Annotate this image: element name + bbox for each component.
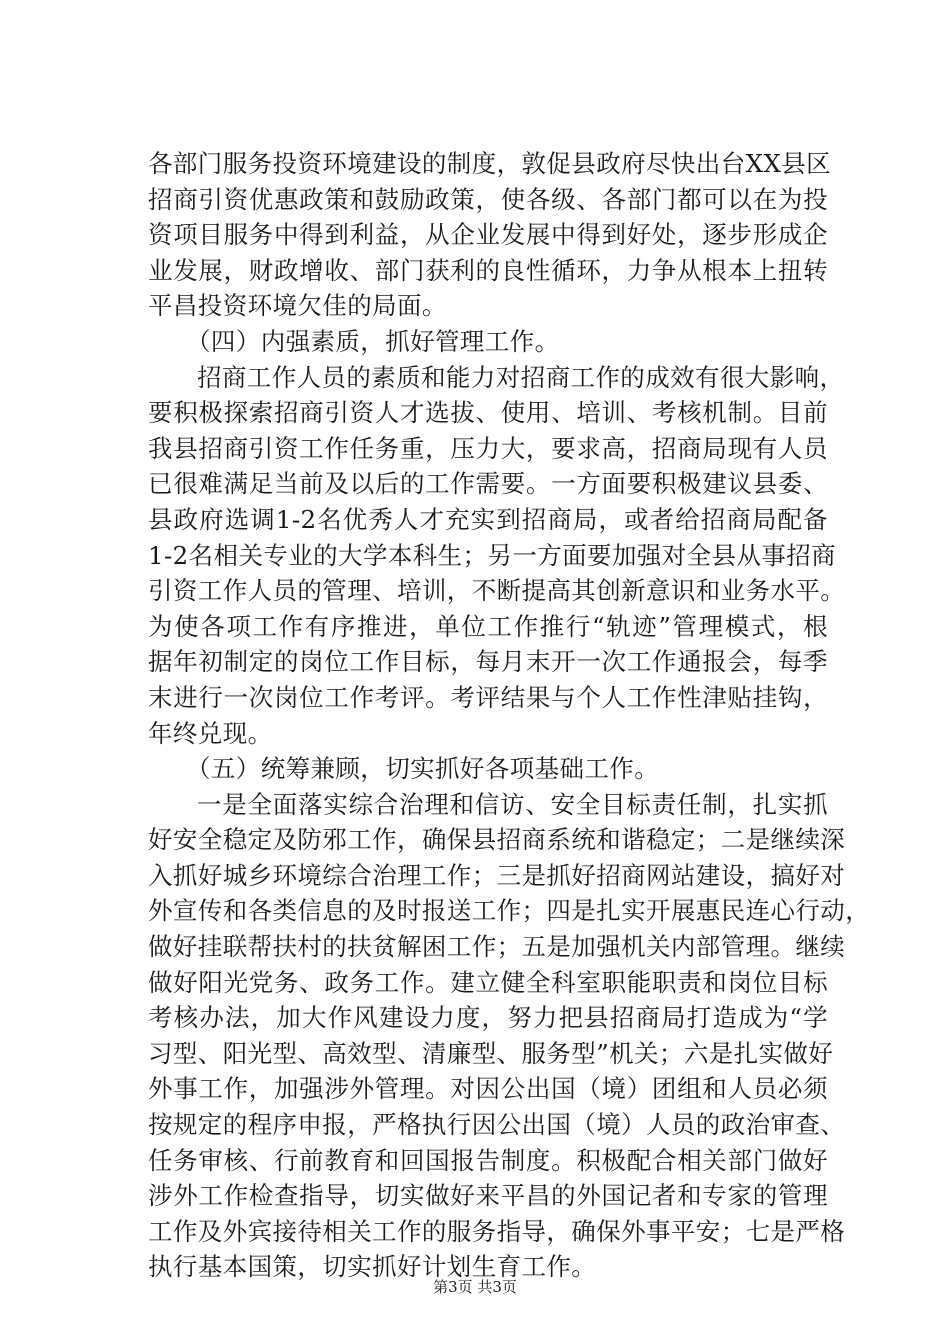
text-line: 考核办法，加大作风建设力度，努力把县招商局打造成为“学 <box>148 1003 828 1033</box>
text-line: 做好挂联帮扶村的扶贫解困工作；五是加强机关内部管理。继续 <box>148 932 846 962</box>
paragraph-3 <box>148 787 871 1285</box>
paragraph-2 <box>148 360 846 752</box>
text-line: 涉外工作检查指导，切实做好来平昌的外国记者和专家的管理 <box>148 1181 828 1211</box>
text-line: 外事工作，加强涉外管理。对因公出国（境）团组和人员必须 <box>148 1074 828 1104</box>
text-line: 业发展，财政增收、部门获利的良性循环，力争从根本上扭转 <box>148 255 828 285</box>
paragraph-1 <box>148 146 832 324</box>
section-heading-5: （五）统筹兼顾，切实抓好各项基础工作。 <box>186 754 660 784</box>
text-line: 末进行一次岗位工作考评。考评结果与个人工作性津贴挂钩， <box>148 682 828 712</box>
text-line: 按规定的程序申报，严格执行因公出国（境）人员的政治审查、 <box>148 1110 846 1140</box>
text-line: 1-2名相关专业的大学本科生；另一方面要加强对全县从事招商 <box>148 540 837 570</box>
text-line: 县政府选调1-2名优秀人才充实到招商局，或者给招商局配备 <box>148 504 828 534</box>
text-line: 外宣传和各类信息的及时报送工作；四是扎实开展惠民连心行动， <box>148 896 871 926</box>
text-line: 年终兑现。 <box>148 718 273 748</box>
text-line: 已很难满足当前及以后的工作需要。一方面要积极建议县委、 <box>148 469 828 499</box>
text-line: 习型、阳光型、高效型、清廉型、服务型”机关；六是扎实做好 <box>148 1038 834 1068</box>
text-line: 招商工作人员的素质和能力对招商工作的成效有很大影响， <box>197 362 845 392</box>
text-line: 做好阳光党务、政务工作。建立健全科室职能职责和岗位目标 <box>148 967 828 997</box>
text-line: 任务审核、行前教育和回国报告制度。积极配合相关部门做好 <box>148 1145 828 1175</box>
text-line: 执行基本国策，切实抓好计划生育工作。 <box>148 1252 597 1282</box>
text-line: 资项目服务中得到利益，从企业发展中得到好处，逐步形成企 <box>148 220 828 250</box>
text-line: 入抓好城乡环境综合治理工作；三是抓好招商网站建设，搞好对 <box>148 860 846 890</box>
text-line: 各部门服务投资环境建设的制度，敦促县政府尽快出台XX县区 <box>148 149 832 178</box>
text-line: 引资工作人员的管理、培训，不断提高其创新意识和业务水平。 <box>148 576 846 606</box>
text-line: 平昌投资环境欠佳的局面。 <box>148 291 447 321</box>
text-line: 为使各项工作有序推进，单位工作推行“轨迹”管理模式，根 <box>148 611 828 641</box>
text-line: 一是全面落实综合治理和信访、安全目标责任制，扎实抓 <box>197 789 828 819</box>
text-line: 好安全稳定及防邪工作，确保县招商系统和谐稳定；二是继续深 <box>148 825 846 855</box>
text-line: 我县招商引资工作任务重，压力大，要求高，招商局现有人员 <box>148 433 828 463</box>
text-line: 据年初制定的岗位工作目标，每月末开一次工作通报会，每季 <box>148 647 828 677</box>
text-line: 要积极探索招商引资人才选拔、使用、培训、考核机制。目前 <box>148 398 828 428</box>
page-number-footer: 第3页 共3页 <box>433 1278 517 1296</box>
text-line: 招商引资优惠政策和鼓励政策，使各级、各部门都可以在为投 <box>148 184 828 214</box>
section-heading-4: （四）内强素质，抓好管理工作。 <box>186 326 560 356</box>
text-line: 工作及外宾接待相关工作的服务指导，确保外事平安；七是严格 <box>148 1216 846 1246</box>
document-body <box>148 146 871 1285</box>
